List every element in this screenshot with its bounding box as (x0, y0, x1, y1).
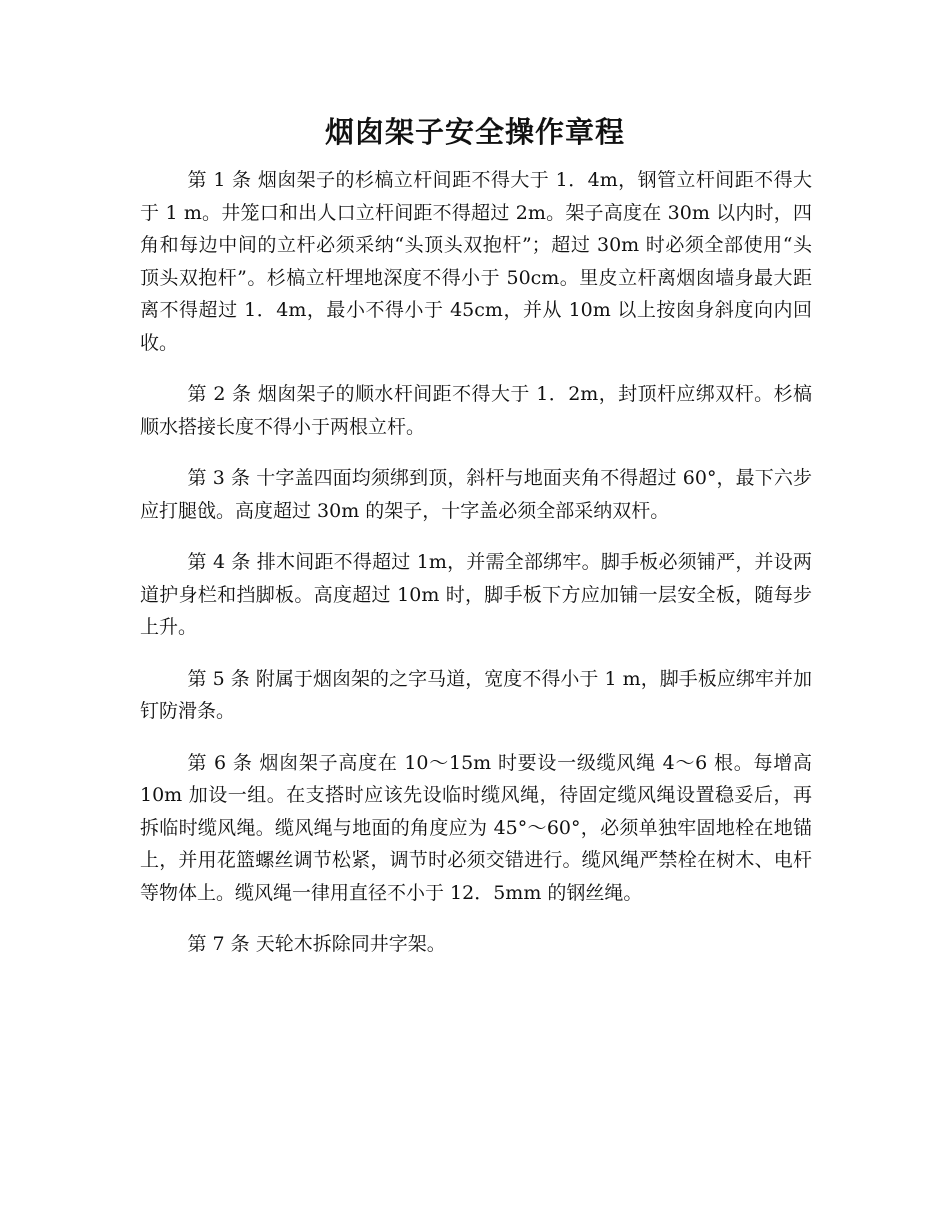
article-7: 第 7 条 天轮木拆除同井字架。 (187, 933, 446, 955)
article-4: 第 4 条 排木间距不得超过 1m，并需全部绑牢。脚手板必须铺严，并设两道护身栏和挡脚板。高度超过 10m 时，脚手板下方应加铺一层安全板，随每步上升。 (140, 551, 812, 638)
article-5: 第 5 条 附属于烟囱架的之字马道，宽度不得小于 1 m，脚手板应绑牢并加钉防滑条。 (140, 667, 812, 722)
document-title: 烟囱架子安全操作章程 (324, 115, 625, 149)
article-2: 第 2 条 烟囱架子的顺水杆间距不得大于 1．2m，封顶杆应绑双杆。杉槁顺水搭接长度不得小于两根立杆。 (140, 383, 812, 438)
article-6: 第 6 条 烟囱架子高度在 10～15m 时要设一级缆风绳 4～6 根。每增高 10m 加设一组。在支搭时应该先设临时缆风绳，待固定缆风绳设置稳妥后，再拆临时缆风绳。缆风绳与地面的角度应为 45°～60°，必须单独牢固地栓在地锚上，并用花篮螺丝调节松紧，调节时必须交错进行。缆风绳严禁栓在树木、电杆等物体上。缆风绳一律用直径不小于 12．5mm 的钢丝绳。 (140, 751, 812, 904)
document-body (140, 164, 812, 961)
article-3: 第 3 条 十字盖四面均须绑到顶，斜杆与地面夹角不得超过 60°，最下六步应打腿戗。高度超过 30m 的架子，十字盖必须全部采纳双杆。 (140, 467, 812, 522)
article-1: 第 1 条 烟囱架子的杉槁立杆间距不得大于 1．4m，钢管立杆间距不得大于 1 m。井笼口和出人口立杆间距不得超过 2m。架子高度在 30m 以内时，四角和每边中间的立杆必须采纳“头顶头双抱杆”；超过 30m 时必须全部使用“头顶头双抱杆”。杉槁立杆埋地深度不得小于 50cm。里皮立杆离烟囱墙身最大距离不得超过 1．4m，最小不得小于 45cm，并从 10m 以上按囱身斜度向内回收。 (140, 169, 812, 354)
